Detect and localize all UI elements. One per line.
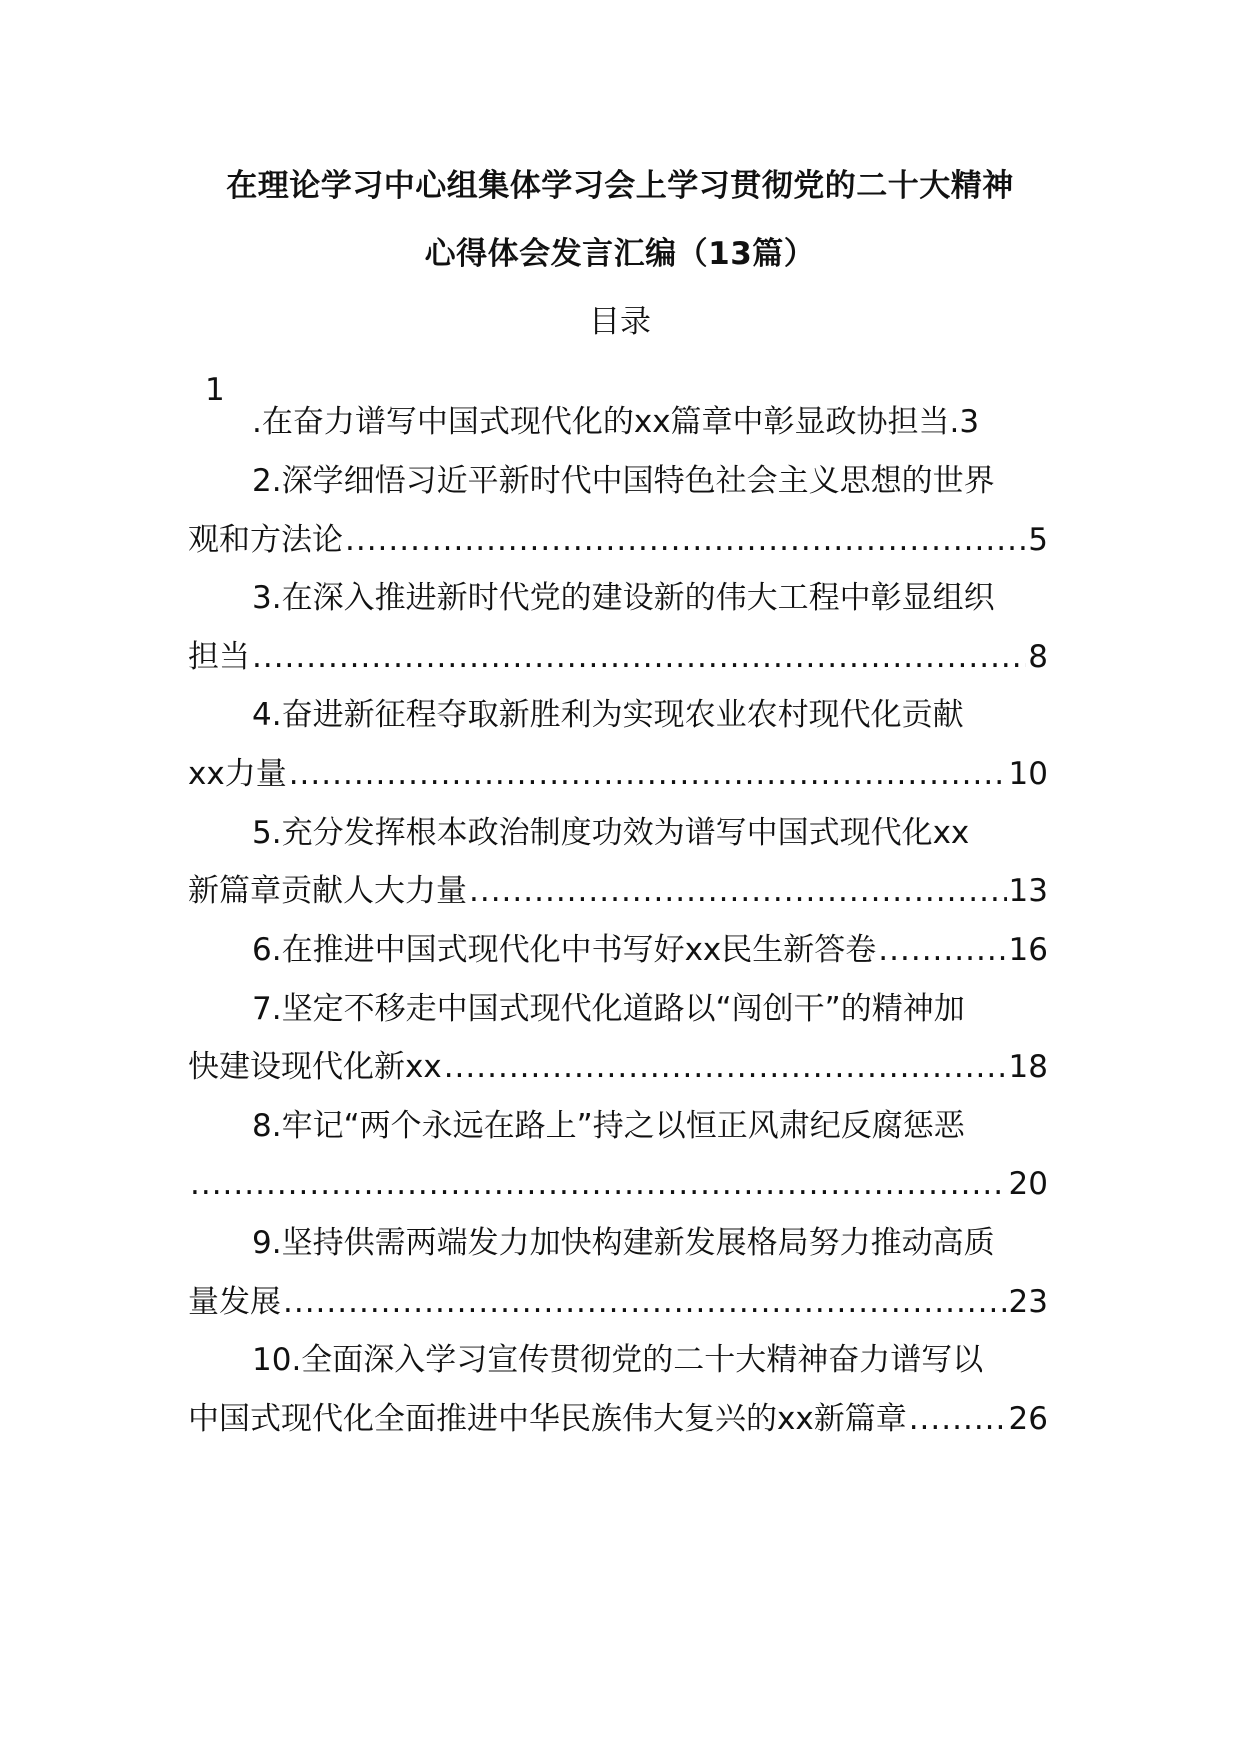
toc-entry-text: 6.在推进中国式现代化中书写好xx民生新答卷 xyxy=(252,932,877,968)
toc-entry-text: 3.在深入推进新时代党的建设新的伟大工程中彰显组织 xyxy=(252,580,995,616)
toc-entry-text: 4.奋进新征程夺取新胜利为实现农业农村现代化贡献 xyxy=(252,697,964,733)
toc-entry-5-line-1[interactable] xyxy=(188,809,1048,857)
toc-leader-dots xyxy=(190,1160,1007,1208)
toc-heading: 目录 xyxy=(589,304,651,340)
toc-entry-8-line-2[interactable] xyxy=(188,1160,1048,1208)
toc-entry-4-line-2[interactable] xyxy=(188,750,1048,798)
toc-entry-page: 8 xyxy=(1028,639,1048,675)
toc-entry-text: 7.坚定不移走中国式现代化道路以“闯创干”的精神加 xyxy=(252,991,965,1027)
document-title-line-2: 心得体会发言汇编（13篇） xyxy=(424,236,816,272)
toc-entry-10-line-1[interactable] xyxy=(188,1336,1048,1384)
toc-entry-text: 观和方法论 xyxy=(188,522,343,558)
toc-entry-page: 26 xyxy=(1008,1401,1048,1437)
toc-leader-dots xyxy=(909,1395,1007,1443)
toc-entry-9-line-2[interactable] xyxy=(188,1278,1048,1326)
toc-entry-page: 18 xyxy=(1008,1049,1048,1085)
toc-entry-3-line-1[interactable] xyxy=(188,574,1048,622)
toc-entry-text: 2.深学细悟习近平新时代中国特色社会主义思想的世界 xyxy=(252,463,995,499)
toc-entry-page: 3 xyxy=(959,404,980,440)
toc-leader-dots xyxy=(469,867,1007,915)
toc-entry-7-line-2[interactable] xyxy=(188,1043,1048,1091)
document-title-line-1: 在理论学习中心组集体学习会上学习贯彻党的二十大精神 xyxy=(226,168,1014,204)
toc-entry-1[interactable] xyxy=(188,398,1048,446)
toc-entry-6[interactable] xyxy=(188,926,1048,974)
toc-entry-page: 20 xyxy=(1008,1166,1048,1202)
toc-entry-10-line-2[interactable] xyxy=(188,1395,1048,1443)
toc-entry-text: 量发展 xyxy=(188,1284,281,1320)
toc-entry-text: 担当 xyxy=(188,639,250,675)
toc-entry-text: .在奋力谱写中国式现代化的xx篇章中彰显政协担当. xyxy=(252,404,960,440)
toc-entry-text: 中国式现代化全面推进中华民族伟大复兴的xx新篇章 xyxy=(188,1401,907,1437)
toc-leader-dots xyxy=(283,1278,1007,1326)
toc-entry-8-line-1[interactable] xyxy=(188,1102,1048,1150)
toc-lone-number: 1 xyxy=(205,372,225,408)
toc-entry-3-line-2[interactable] xyxy=(188,633,1048,681)
toc-entry-2-line-2[interactable] xyxy=(188,516,1048,564)
toc-leader-dots xyxy=(289,750,1007,798)
toc-leader-dots xyxy=(252,633,1026,681)
toc-entry-9-line-1[interactable] xyxy=(188,1219,1048,1267)
toc-entry-page: 16 xyxy=(1008,932,1048,968)
toc-entry-text: xx力量 xyxy=(188,756,287,792)
toc-entry-text: 快建设现代化新xx xyxy=(188,1049,442,1085)
toc-entry-text: 8.牢记“两个永远在路上”持之以恒正风肃纪反腐惩恶 xyxy=(252,1108,965,1144)
toc-entry-text: 10.全面深入学习宣传贯彻党的二十大精神奋力谱写以 xyxy=(252,1342,984,1378)
toc-entry-2-line-1[interactable] xyxy=(188,457,1048,505)
toc-entry-page: 13 xyxy=(1008,873,1048,909)
toc-entry-4-line-1[interactable] xyxy=(188,691,1048,739)
toc-entry-page: 5 xyxy=(1028,522,1048,558)
toc-entry-7-line-1[interactable] xyxy=(188,985,1048,1033)
toc-entry-page: 10 xyxy=(1008,756,1048,792)
toc-entry-page: 23 xyxy=(1008,1284,1048,1320)
toc-entry-text: 新篇章贡献人大力量 xyxy=(188,873,467,909)
toc-entry-text: 9.坚持供需两端发力加快构建新发展格局努力推动高质 xyxy=(252,1225,995,1261)
toc-entry-text: 5.充分发挥根本政治制度功效为谱写中国式现代化xx xyxy=(252,815,970,851)
toc-leader-dots xyxy=(345,516,1026,564)
toc-leader-dots xyxy=(878,926,1006,974)
toc-leader-dots xyxy=(444,1043,1007,1091)
toc-entry-5-line-2[interactable] xyxy=(188,867,1048,915)
